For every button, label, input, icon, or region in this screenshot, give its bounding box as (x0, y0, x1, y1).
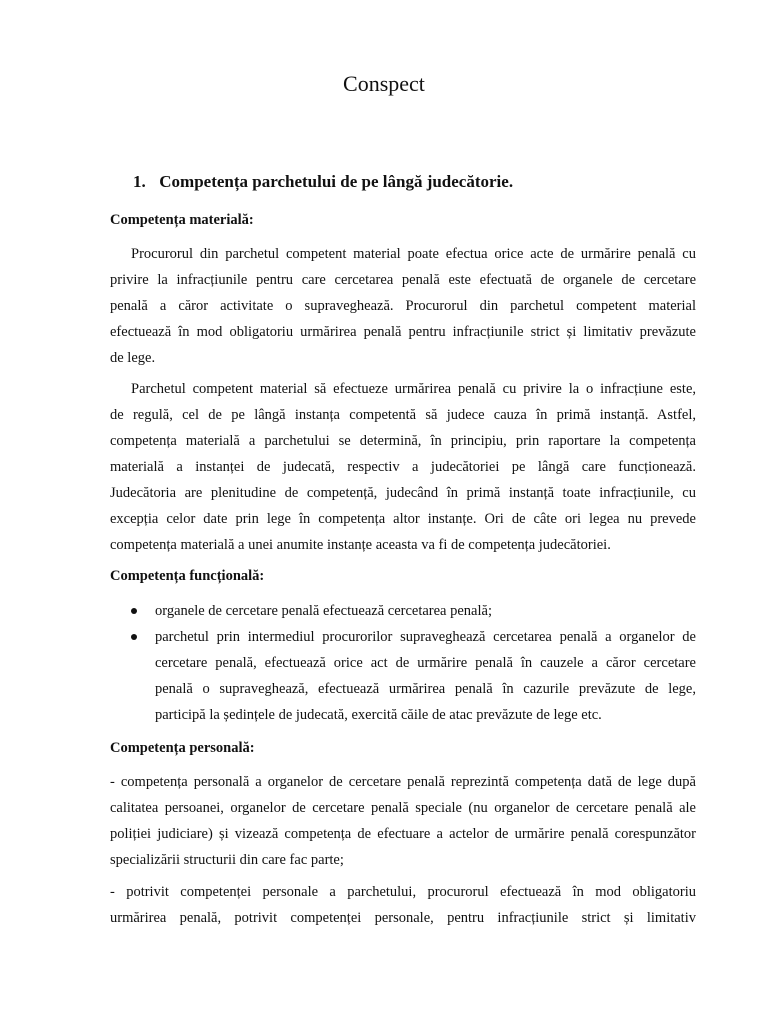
paragraph-line: materială a instanței de judecată, respectiv a judecătoriei pe lângă care funcționează. (110, 459, 696, 475)
paragraph-line: de regulă, cel de pe lângă instanța competentă să judece cauza în primă instanță. Astfel, (110, 407, 696, 423)
material-paragraph-1 (110, 241, 696, 371)
paragraph-line: penală a căror activitate o supraveghează. Procurorul din parchetul competent material (110, 298, 696, 314)
section-heading-text: Competența parchetului de pe lângă judecătorie. (159, 172, 514, 191)
paragraph-line: - competența personală a organelor de cercetare penală reprezintă competența dată de lege după (110, 774, 696, 790)
paragraph-line: specializării structurii din care fac parte; (110, 852, 344, 868)
paragraph-line: - potrivit competenței personale a parchetului, procurorul efectuează în mod obligatoriu (110, 884, 696, 900)
paragraph-line: Procurorul din parchetul competent material poate efectua orice acte de urmărire penală cu (131, 246, 696, 262)
material-competence-heading: Competența materială: (110, 212, 254, 228)
list-item-line: cercetare penală, efectuează orice act de urmărire penală în cauzele a căror cercetare (155, 655, 696, 671)
list-item (110, 598, 696, 624)
bullet-icon (131, 608, 137, 614)
paragraph-line: urmărirea penală, potrivit competenței personale, pentru infracțiunile strict și limitativ (110, 910, 696, 926)
paragraph-line: Judecătoria are plenitudine de competență, judecând în primă instanță toate infracțiunile, cu (110, 485, 696, 501)
paragraph-line: poliției judiciare) și vizează competența de efectuare a actelor de urmărire penală corespunzător (110, 826, 696, 842)
material-paragraph-2 (110, 376, 696, 558)
list-item (110, 624, 696, 728)
paragraph-line: competența materială a parchetului se determină, în principiu, prin raportare la competența (110, 433, 696, 449)
paragraph-line: competența materială a unei anumite instanțe aceasta va fi de competența judecătoriei. (110, 537, 611, 553)
paragraph-line: privire la infracțiunile pentru care cercetarea penală este efectuată de organele de cercetare (110, 272, 696, 288)
paragraph-line: efectuează în mod obligatoriu urmărirea penală pentru infracțiunile strict și limitativ prevăzute (110, 324, 696, 340)
paragraph-line: calitatea persoanei, organelor de cercetare penală speciale (nu organelor de cercetare penală ale (110, 800, 696, 816)
personal-paragraph-2 (110, 879, 696, 931)
list-item-line: parchetul prin intermediul procurorilor supraveghează cercetarea penală a organelor de (155, 629, 696, 645)
functional-competence-heading: Competența funcțională: (110, 568, 265, 584)
bullet-icon (131, 634, 137, 640)
paragraph-line: Parchetul competent material să efectueze urmărirea penală cu privire la o infracțiune este, (131, 381, 696, 397)
document-title: Conspect (343, 71, 425, 96)
personal-paragraph-1 (110, 769, 696, 873)
paragraph-line: de lege. (110, 350, 156, 366)
list-item-line: organele de cercetare penală efectuează cercetarea penală; (155, 603, 492, 619)
list-item-line: participă la ședințele de judecată, exercită căile de atac prevăzute de lege etc. (155, 707, 602, 723)
paragraph-line: excepția celor date prin lege în competența altor instanțe. Ori de câte ori legea nu prevede (110, 511, 696, 527)
functional-competence-list (110, 598, 696, 728)
section-heading (133, 171, 513, 193)
personal-competence-heading: Competența personală: (110, 740, 255, 756)
list-item-line: penală o supraveghează, efectuează urmărirea penală în cazurile prevăzute de lege, (155, 681, 696, 697)
section-number: 1. (133, 172, 146, 191)
